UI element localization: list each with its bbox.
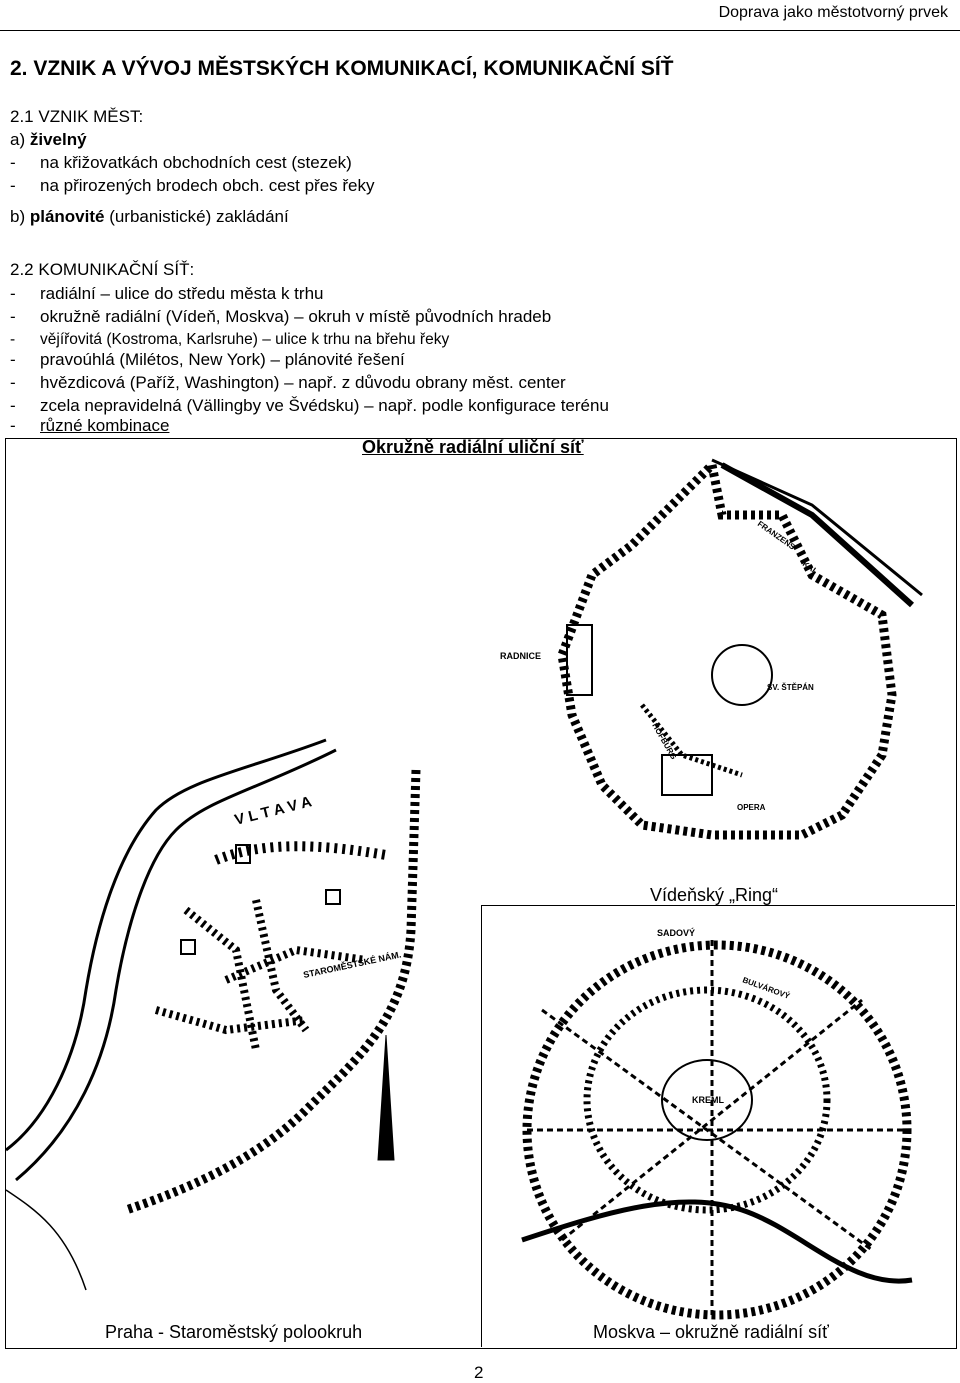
item-b-bold: plánovité <box>29 207 105 226</box>
moskva-river <box>522 1202 912 1281</box>
list-item <box>10 396 609 416</box>
stefan-label: SV. ŠTĚPÁN <box>767 683 814 692</box>
bulvarovy-label: BULVÁROVÝ <box>741 975 792 1001</box>
figure-title: Okružně radiální uliční síť <box>362 437 584 457</box>
staromestske-label: STAROMĚSTSKÉ NÁM. <box>302 949 403 980</box>
list-item-text: zcela nepravidelná (Vällingby ve Švédsku) – např. podle konfigurace terénu <box>40 396 609 415</box>
street <box>216 846 386 860</box>
section-title-2-1: 2.1 VZNIK MĚST: <box>10 107 144 126</box>
list-item <box>10 153 352 173</box>
header-rule <box>0 30 960 31</box>
bullet-dash: - <box>10 331 16 348</box>
list-item <box>10 284 323 304</box>
viden-map <box>482 455 952 905</box>
list-item <box>10 176 375 196</box>
page-number: 2 <box>474 1363 484 1382</box>
building-block <box>662 755 712 795</box>
section-title-2-2: 2.2 KOMUNIKAČNÍ SÍŤ: <box>10 260 195 279</box>
building-block <box>181 940 195 954</box>
bullet-dash: - <box>10 396 16 415</box>
kai-label: KAI <box>800 559 818 575</box>
item-b-rest: (urbanistické) zakládání <box>104 207 289 226</box>
item-a-bold: živelný <box>29 130 87 149</box>
danube-canal <box>722 465 912 605</box>
opera-label: OPERA <box>737 803 766 812</box>
list-item-text: pravoúhlá (Milétos, New York) – plánovité řešení <box>40 350 405 369</box>
bullet-dash: - <box>10 176 16 195</box>
river-island <box>6 1190 86 1290</box>
item-b <box>10 207 289 227</box>
bullet-dash: - <box>10 416 16 435</box>
vltava-label: V L T A V A <box>232 793 314 829</box>
item-a-prefix: a) <box>10 130 30 149</box>
bullet-dash: - <box>10 373 16 392</box>
list-item <box>10 350 405 370</box>
list-item <box>10 416 169 436</box>
running-header: Doprava jako městotvorný prvek <box>718 4 948 21</box>
bullet-dash: - <box>10 350 16 369</box>
north-arrow-icon <box>378 1035 394 1160</box>
street <box>642 705 742 775</box>
caption-viden: Vídeňský „Ring“ <box>650 885 779 905</box>
praha-map <box>6 730 480 1330</box>
building-block <box>326 890 340 904</box>
bullet-dash: - <box>10 153 16 172</box>
item-b-prefix: b) <box>10 207 30 226</box>
moskva-map <box>482 920 952 1320</box>
caption-praha: Praha - Staroměstský polookruh <box>105 1322 363 1342</box>
st-stephen-area <box>712 645 772 705</box>
chapter-heading: 2. VZNIK A VÝVOJ MĚSTSKÝCH KOMUNIKACÍ, KOMUNIKAČNÍ SÍŤ <box>10 57 674 80</box>
street <box>156 1010 306 1030</box>
hofburg-label: HOFBURG <box>650 721 679 762</box>
street <box>256 900 306 1030</box>
list-item <box>10 373 566 393</box>
list-item-text: radiální – ulice do středu města k trhu <box>40 284 324 303</box>
list-item-text: hvězdicová (Paříž, Washington) – např. z důvodu obrany měst. center <box>40 373 566 392</box>
list-item <box>10 331 449 349</box>
kreml-label: KREML <box>692 1095 724 1105</box>
list-item-text: na křižovatkách obchodních cest (stezek) <box>40 153 352 172</box>
list-item-text: okružně radiální (Vídeň, Moskva) – okruh v místě původních hradeb <box>40 307 552 326</box>
radnice-label: RADNICE <box>500 651 542 661</box>
bullet-dash: - <box>10 284 16 303</box>
bullet-dash: - <box>10 307 16 326</box>
item-a <box>10 130 87 150</box>
franzens-label: FRANZENS <box>755 519 797 552</box>
caption-moskva: Moskva – okružně radiální síť <box>593 1322 829 1342</box>
list-item-text: na přirozených brodech obch. cest přes řeky <box>40 176 375 195</box>
list-item-text: vějířovitá (Kostroma, Karlsruhe) – ulice k trhu na břehu řeky <box>40 331 450 348</box>
list-item <box>10 307 551 327</box>
sadovy-label: SADOVÝ <box>657 928 696 938</box>
list-item-text: různé kombinace <box>40 416 170 435</box>
